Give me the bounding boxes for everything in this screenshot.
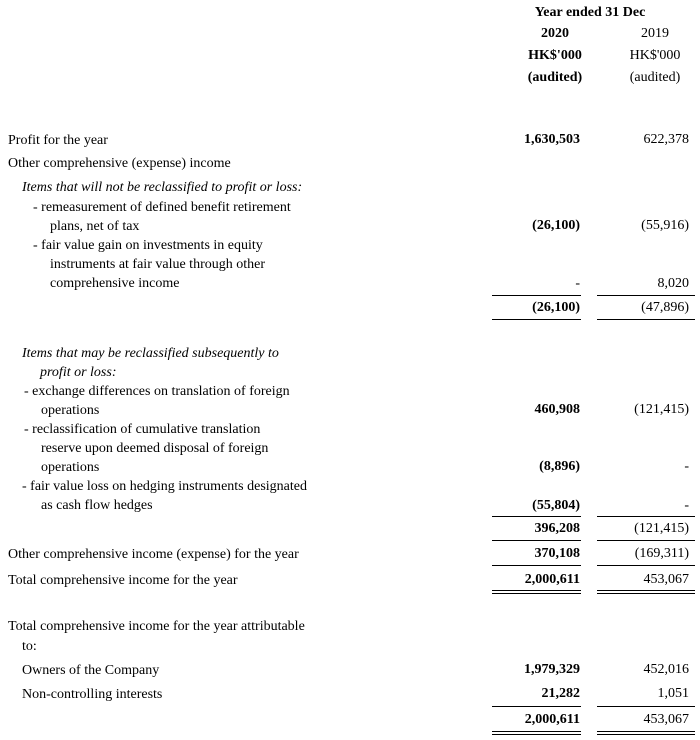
- oci-total-2019: (169,311): [634, 546, 689, 561]
- fv-gain-label-2: instruments at fair value through other: [50, 257, 265, 272]
- may-reclassify-heading-2: profit or loss:: [40, 365, 117, 380]
- period-header: Year ended 31 Dec: [534, 5, 646, 20]
- remeasurement-2020: (26,100): [532, 218, 580, 233]
- not-reclassified-subtotal-2020: (26,100): [532, 300, 580, 315]
- hedging-label-2: as cash flow hedges: [41, 498, 153, 513]
- may-reclassify-subtotal-2020: 396,208: [534, 521, 580, 536]
- owners-2019: 452,016: [643, 662, 689, 677]
- owners-2020: 1,979,329: [524, 662, 580, 677]
- may-reclassify-heading-1: Items that may be reclassified subsequently to: [22, 346, 279, 361]
- rule: [492, 540, 581, 541]
- double-rule: [597, 590, 695, 594]
- not-reclassified-subtotal-2019: (47,896): [641, 300, 689, 315]
- year-2019-header: 2019: [641, 26, 669, 41]
- nci-label: Non-controlling interests: [22, 687, 163, 702]
- hedging-2020: (55,804): [532, 498, 580, 513]
- remeasurement-label-1: - remeasurement of defined benefit retirement: [33, 200, 291, 215]
- exchange-label-2: operations: [41, 403, 100, 418]
- rule: [597, 516, 695, 517]
- hedging-label-1: - fair value loss on hedging instruments designated: [22, 479, 307, 494]
- year-2020-header: 2020: [541, 26, 569, 41]
- hedging-2019: -: [684, 498, 689, 513]
- cumulative-label-1: - reclassification of cumulative translation: [24, 422, 261, 437]
- exchange-2019: (121,415): [634, 402, 689, 417]
- nci-2019: 1,051: [657, 686, 689, 701]
- cumulative-label-3: operations: [41, 460, 100, 475]
- fv-gain-label-3: comprehensive income: [50, 276, 180, 291]
- attributable-heading-1: Total comprehensive income for the year attributable: [8, 619, 305, 634]
- remeasurement-label-2: plans, net of tax: [50, 219, 140, 234]
- fv-gain-2020: -: [575, 276, 580, 291]
- attributable-total-2020: 2,000,611: [524, 712, 580, 727]
- fv-gain-2019: 8,020: [657, 276, 689, 291]
- not-reclassified-heading: Items that will not be reclassified to profit or loss:: [22, 180, 303, 195]
- rule: [597, 706, 695, 707]
- rule: [492, 295, 581, 296]
- oci-total-label: Other comprehensive income (expense) for the year: [8, 547, 299, 562]
- double-rule: [492, 731, 581, 735]
- nci-2020: 21,282: [541, 686, 580, 701]
- oci-heading: Other comprehensive (expense) income: [8, 156, 231, 171]
- rule: [492, 565, 581, 566]
- owners-label: Owners of the Company: [22, 663, 160, 678]
- exchange-2020: 460,908: [534, 402, 580, 417]
- fv-gain-label-1: - fair value gain on investments in equity: [33, 238, 263, 253]
- cumulative-2020: (8,896): [539, 459, 580, 474]
- double-rule: [597, 731, 695, 735]
- status-2020-header: (audited): [527, 70, 583, 85]
- profit-2019: 622,378: [643, 132, 689, 147]
- exchange-label-1: - exchange differences on translation of foreign: [24, 384, 290, 399]
- unit-2020-header: HK$'000: [528, 48, 582, 63]
- may-reclassify-subtotal-2019: (121,415): [634, 521, 689, 536]
- oci-total-2020: 370,108: [534, 546, 580, 561]
- double-rule: [492, 590, 581, 594]
- tci-2020: 2,000,611: [524, 572, 580, 587]
- rule: [597, 319, 695, 320]
- rule: [492, 516, 581, 517]
- rule: [597, 565, 695, 566]
- rule: [492, 319, 581, 320]
- rule: [597, 540, 695, 541]
- status-2019-header: (audited): [629, 70, 681, 85]
- attributable-heading-2: to:: [22, 639, 37, 654]
- cumulative-label-2: reserve upon deemed disposal of foreign: [41, 441, 269, 456]
- rule: [597, 295, 695, 296]
- profit-label: Profit for the year: [8, 133, 108, 148]
- remeasurement-2019: (55,916): [641, 218, 689, 233]
- unit-2019-header: HK$'000: [629, 48, 681, 63]
- profit-2020: 1,630,503: [524, 132, 580, 147]
- rule: [492, 706, 581, 707]
- cumulative-2019: -: [684, 459, 689, 474]
- tci-2019: 453,067: [643, 572, 689, 587]
- tci-label: Total comprehensive income for the year: [8, 573, 238, 588]
- attributable-total-2019: 453,067: [643, 712, 689, 727]
